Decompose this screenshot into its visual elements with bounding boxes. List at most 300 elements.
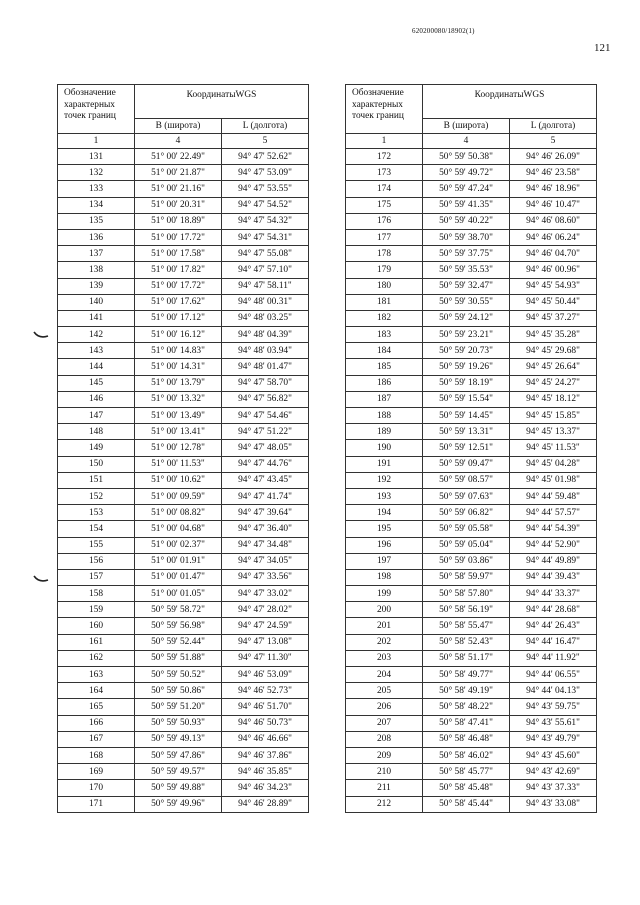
- table-row: [58, 181, 309, 197]
- table-row: [58, 440, 309, 456]
- table-row: [346, 149, 597, 165]
- table-row: [346, 181, 597, 197]
- table-row: [58, 634, 309, 650]
- point-id: 150: [58, 456, 135, 472]
- table-row: [346, 569, 597, 585]
- longitude-cell: 94° 47' 55.08": [222, 246, 309, 262]
- longitude-cell: 94° 44' 26.43": [510, 618, 597, 634]
- longitude-cell: 94° 46' 52.73": [222, 683, 309, 699]
- point-id: 141: [58, 310, 135, 326]
- table-row: [58, 278, 309, 294]
- latitude-cell: 50° 59' 12.51": [423, 440, 510, 456]
- latitude-cell: 51° 00' 13.49": [135, 408, 222, 424]
- latitude-cell: 50° 59' 18.19": [423, 375, 510, 391]
- point-id: 161: [58, 634, 135, 650]
- latitude-cell: 50° 59' 47.24": [423, 181, 510, 197]
- point-id: 131: [58, 149, 135, 165]
- latitude-cell: 50° 59' 49.13": [135, 731, 222, 747]
- point-id: 175: [346, 197, 423, 213]
- point-id: 170: [58, 780, 135, 796]
- longitude-cell: 94° 43' 49.79": [510, 731, 597, 747]
- latitude-cell: 50° 59' 03.86": [423, 553, 510, 569]
- point-id: 140: [58, 294, 135, 310]
- table-row: [58, 683, 309, 699]
- point-id: 173: [346, 165, 423, 181]
- point-id: 156: [58, 553, 135, 569]
- coordinates-table-left: [57, 84, 309, 813]
- table-row: [346, 213, 597, 229]
- point-id: 133: [58, 181, 135, 197]
- table-row: [346, 667, 597, 683]
- table-row: [346, 197, 597, 213]
- longitude-cell: 94° 44' 52.90": [510, 537, 597, 553]
- latitude-cell: 51° 00' 14.31": [135, 359, 222, 375]
- table-row: [346, 294, 597, 310]
- table-row: [346, 440, 597, 456]
- latitude-cell: 51° 00' 17.12": [135, 310, 222, 326]
- latitude-cell: 50° 58' 45.44": [423, 796, 510, 812]
- point-id: 200: [346, 602, 423, 618]
- table-row: [58, 586, 309, 602]
- longitude-cell: 94° 47' 58.70": [222, 375, 309, 391]
- point-id: 167: [58, 731, 135, 747]
- longitude-cell: 94° 44' 28.68": [510, 602, 597, 618]
- latitude-cell: 50° 58' 45.77": [423, 764, 510, 780]
- table-row: [58, 472, 309, 488]
- point-id: 159: [58, 602, 135, 618]
- longitude-cell: 94° 46' 35.85": [222, 764, 309, 780]
- point-id: 148: [58, 424, 135, 440]
- longitude-cell: 94° 45' 15.85": [510, 408, 597, 424]
- column-number: 4: [423, 134, 510, 149]
- longitude-cell: 94° 45' 35.28": [510, 327, 597, 343]
- longitude-cell: 94° 45' 04.28": [510, 456, 597, 472]
- point-id: 158: [58, 586, 135, 602]
- longitude-cell: 94° 43' 33.08": [510, 796, 597, 812]
- longitude-cell: 94° 45' 26.64": [510, 359, 597, 375]
- longitude-cell: 94° 44' 54.39": [510, 521, 597, 537]
- point-id: 198: [346, 569, 423, 585]
- table-row: [346, 246, 597, 262]
- latitude-cell: 50° 59' 13.31": [423, 424, 510, 440]
- point-id: 206: [346, 699, 423, 715]
- table-row: [58, 343, 309, 359]
- longitude-cell: 94° 48' 04.39": [222, 327, 309, 343]
- point-id: 164: [58, 683, 135, 699]
- longitude-cell: 94° 46' 08.60": [510, 213, 597, 229]
- point-id: 154: [58, 521, 135, 537]
- header-latitude: B (широта): [423, 119, 510, 134]
- point-id: 179: [346, 262, 423, 278]
- table-row: [346, 262, 597, 278]
- longitude-cell: 94° 47' 36.40": [222, 521, 309, 537]
- latitude-cell: 50° 58' 55.47": [423, 618, 510, 634]
- longitude-cell: 94° 46' 53.09": [222, 667, 309, 683]
- point-id: 163: [58, 667, 135, 683]
- latitude-cell: 50° 59' 56.98": [135, 618, 222, 634]
- latitude-cell: 51° 00' 21.16": [135, 181, 222, 197]
- point-id: 176: [346, 213, 423, 229]
- table-row: [58, 780, 309, 796]
- point-id: 188: [346, 408, 423, 424]
- table-row: [58, 747, 309, 763]
- latitude-cell: 50° 59' 05.58": [423, 521, 510, 537]
- table-row: [346, 699, 597, 715]
- point-id: 142: [58, 327, 135, 343]
- latitude-cell: 50° 58' 46.48": [423, 731, 510, 747]
- table-row: [346, 456, 597, 472]
- table-row: [346, 780, 597, 796]
- point-id: 136: [58, 229, 135, 245]
- latitude-cell: 50° 59' 05.04": [423, 537, 510, 553]
- latitude-cell: 51° 00' 01.47": [135, 569, 222, 585]
- table-row: [58, 391, 309, 407]
- latitude-cell: 50° 59' 09.47": [423, 456, 510, 472]
- latitude-cell: 50° 59' 40.22": [423, 213, 510, 229]
- longitude-cell: 94° 46' 10.47": [510, 197, 597, 213]
- column-number: 1: [58, 134, 135, 149]
- longitude-cell: 94° 46' 18.96": [510, 181, 597, 197]
- latitude-cell: 51° 00' 17.72": [135, 278, 222, 294]
- point-id: 172: [346, 149, 423, 165]
- table-row: [58, 796, 309, 812]
- latitude-cell: 50° 59' 07.63": [423, 488, 510, 504]
- coordinates-table-right: [345, 84, 597, 813]
- table-row: [58, 537, 309, 553]
- longitude-cell: 94° 45' 13.37": [510, 424, 597, 440]
- longitude-cell: 94° 47' 51.22": [222, 424, 309, 440]
- point-id: 195: [346, 521, 423, 537]
- table-row: [346, 408, 597, 424]
- longitude-cell: 94° 46' 28.89": [222, 796, 309, 812]
- latitude-cell: 50° 59' 30.55": [423, 294, 510, 310]
- longitude-cell: 94° 44' 33.37": [510, 586, 597, 602]
- longitude-cell: 94° 44' 39.43": [510, 569, 597, 585]
- table-row: [346, 375, 597, 391]
- longitude-cell: 94° 47' 48.05": [222, 440, 309, 456]
- table-row: [58, 424, 309, 440]
- latitude-cell: 50° 58' 49.19": [423, 683, 510, 699]
- latitude-cell: 51° 00' 01.91": [135, 553, 222, 569]
- table-row: [58, 408, 309, 424]
- point-id: 144: [58, 359, 135, 375]
- latitude-cell: 50° 59' 19.26": [423, 359, 510, 375]
- latitude-cell: 50° 59' 38.70": [423, 229, 510, 245]
- point-id: 191: [346, 456, 423, 472]
- latitude-cell: 50° 59' 52.44": [135, 634, 222, 650]
- latitude-cell: 50° 59' 47.86": [135, 747, 222, 763]
- point-id: 146: [58, 391, 135, 407]
- table-row: [346, 796, 597, 812]
- latitude-cell: 51° 00' 22.49": [135, 149, 222, 165]
- table-row: [58, 569, 309, 585]
- longitude-cell: 94° 44' 59.48": [510, 488, 597, 504]
- point-id: 155: [58, 537, 135, 553]
- latitude-cell: 50° 58' 51.17": [423, 650, 510, 666]
- longitude-cell: 94° 46' 37.86": [222, 747, 309, 763]
- latitude-cell: 50° 59' 08.57": [423, 472, 510, 488]
- table-row: [58, 488, 309, 504]
- latitude-cell: 51° 00' 10.62": [135, 472, 222, 488]
- latitude-cell: 51° 00' 12.78": [135, 440, 222, 456]
- table-row: [346, 764, 597, 780]
- point-id: 171: [58, 796, 135, 812]
- table-row: [58, 359, 309, 375]
- longitude-cell: 94° 45' 18.12": [510, 391, 597, 407]
- latitude-cell: 51° 00' 17.72": [135, 229, 222, 245]
- point-id: 211: [346, 780, 423, 796]
- header-point-designation: Обозначение характерных точек границ: [346, 85, 423, 134]
- table-row: [346, 747, 597, 763]
- longitude-cell: 94° 46' 00.96": [510, 262, 597, 278]
- longitude-cell: 94° 47' 11.30": [222, 650, 309, 666]
- table-row: [58, 731, 309, 747]
- longitude-cell: 94° 47' 52.62": [222, 149, 309, 165]
- column-number: 1: [346, 134, 423, 149]
- header-point-designation: Обозначение характерных точек границ: [58, 85, 135, 134]
- table-row: [58, 294, 309, 310]
- latitude-cell: 51° 00' 13.79": [135, 375, 222, 391]
- table-row: [58, 553, 309, 569]
- longitude-cell: 94° 47' 53.55": [222, 181, 309, 197]
- header-longitude: L (долгота): [222, 119, 309, 134]
- table-row: [58, 262, 309, 278]
- latitude-cell: 51° 00' 13.32": [135, 391, 222, 407]
- latitude-cell: 50° 59' 24.12": [423, 310, 510, 326]
- point-id: 201: [346, 618, 423, 634]
- table-row: [58, 618, 309, 634]
- latitude-cell: 51° 00' 04.68": [135, 521, 222, 537]
- table-row: [58, 456, 309, 472]
- point-id: 139: [58, 278, 135, 294]
- table-row: [346, 521, 597, 537]
- margin-mark-icon: [33, 574, 49, 586]
- longitude-cell: 94° 47' 43.45": [222, 472, 309, 488]
- table-row: [58, 213, 309, 229]
- point-id: 212: [346, 796, 423, 812]
- longitude-cell: 94° 47' 34.05": [222, 553, 309, 569]
- point-id: 196: [346, 537, 423, 553]
- longitude-cell: 94° 44' 04.13": [510, 683, 597, 699]
- longitude-cell: 94° 48' 03.25": [222, 310, 309, 326]
- point-id: 202: [346, 634, 423, 650]
- longitude-cell: 94° 47' 13.08": [222, 634, 309, 650]
- table-row: [346, 537, 597, 553]
- latitude-cell: 50° 58' 56.19": [423, 602, 510, 618]
- longitude-cell: 94° 47' 24.59": [222, 618, 309, 634]
- table-row: [58, 310, 309, 326]
- longitude-cell: 94° 47' 56.82": [222, 391, 309, 407]
- latitude-cell: 50° 59' 37.75": [423, 246, 510, 262]
- table-row: [58, 327, 309, 343]
- point-id: 135: [58, 213, 135, 229]
- table-row: [346, 602, 597, 618]
- point-id: 177: [346, 229, 423, 245]
- latitude-cell: 50° 58' 46.02": [423, 747, 510, 763]
- margin-mark-icon: [33, 330, 49, 342]
- longitude-cell: 94° 46' 23.58": [510, 165, 597, 181]
- longitude-cell: 94° 45' 54.93": [510, 278, 597, 294]
- latitude-cell: 50° 59' 50.38": [423, 149, 510, 165]
- longitude-cell: 94° 43' 42.69": [510, 764, 597, 780]
- latitude-cell: 50° 59' 15.54": [423, 391, 510, 407]
- latitude-cell: 50° 59' 50.93": [135, 715, 222, 731]
- latitude-cell: 51° 00' 14.83": [135, 343, 222, 359]
- longitude-cell: 94° 44' 06.55": [510, 667, 597, 683]
- longitude-cell: 94° 45' 11.53": [510, 440, 597, 456]
- table-row: [58, 375, 309, 391]
- point-id: 149: [58, 440, 135, 456]
- column-number: 5: [510, 134, 597, 149]
- header-coordinates: КоординатыWGS: [135, 85, 309, 119]
- table-row: [346, 359, 597, 375]
- point-id: 190: [346, 440, 423, 456]
- table-row: [346, 505, 597, 521]
- point-id: 204: [346, 667, 423, 683]
- longitude-cell: 94° 47' 33.02": [222, 586, 309, 602]
- point-id: 152: [58, 488, 135, 504]
- table-row: [346, 553, 597, 569]
- point-id: 210: [346, 764, 423, 780]
- point-id: 151: [58, 472, 135, 488]
- table-row: [346, 327, 597, 343]
- longitude-cell: 94° 45' 29.68": [510, 343, 597, 359]
- latitude-cell: 50° 58' 47.41": [423, 715, 510, 731]
- latitude-cell: 50° 58' 52.43": [423, 634, 510, 650]
- table-row: [58, 165, 309, 181]
- table-row: [58, 246, 309, 262]
- page-number: 121: [594, 42, 611, 54]
- latitude-cell: 51° 00' 21.87": [135, 165, 222, 181]
- point-id: 193: [346, 488, 423, 504]
- latitude-cell: 51° 00' 09.59": [135, 488, 222, 504]
- latitude-cell: 50° 58' 48.22": [423, 699, 510, 715]
- table-row: [346, 472, 597, 488]
- column-number: 4: [135, 134, 222, 149]
- latitude-cell: 51° 00' 18.89": [135, 213, 222, 229]
- header-latitude: B (широта): [135, 119, 222, 134]
- latitude-cell: 50° 59' 41.35": [423, 197, 510, 213]
- longitude-cell: 94° 46' 06.24": [510, 229, 597, 245]
- point-id: 181: [346, 294, 423, 310]
- latitude-cell: 50° 59' 51.20": [135, 699, 222, 715]
- longitude-cell: 94° 45' 24.27": [510, 375, 597, 391]
- longitude-cell: 94° 47' 54.46": [222, 408, 309, 424]
- table-row: [58, 764, 309, 780]
- latitude-cell: 50° 59' 49.88": [135, 780, 222, 796]
- latitude-cell: 50° 59' 50.86": [135, 683, 222, 699]
- table-row: [346, 715, 597, 731]
- longitude-cell: 94° 47' 54.32": [222, 213, 309, 229]
- latitude-cell: 50° 58' 49.77": [423, 667, 510, 683]
- latitude-cell: 50° 59' 58.72": [135, 602, 222, 618]
- longitude-cell: 94° 46' 51.70": [222, 699, 309, 715]
- latitude-cell: 51° 00' 13.41": [135, 424, 222, 440]
- longitude-cell: 94° 47' 53.09": [222, 165, 309, 181]
- latitude-cell: 50° 59' 49.57": [135, 764, 222, 780]
- table-row: [346, 683, 597, 699]
- latitude-cell: 51° 00' 08.82": [135, 505, 222, 521]
- point-id: 186: [346, 375, 423, 391]
- table-row: [58, 521, 309, 537]
- point-id: 209: [346, 747, 423, 763]
- table-row: [346, 310, 597, 326]
- latitude-cell: 51° 00' 11.53": [135, 456, 222, 472]
- point-id: 208: [346, 731, 423, 747]
- point-id: 185: [346, 359, 423, 375]
- table-row: [58, 505, 309, 521]
- longitude-cell: 94° 45' 50.44": [510, 294, 597, 310]
- longitude-cell: 94° 44' 49.89": [510, 553, 597, 569]
- latitude-cell: 50° 59' 50.52": [135, 667, 222, 683]
- longitude-cell: 94° 45' 37.27": [510, 310, 597, 326]
- longitude-cell: 94° 47' 33.56": [222, 569, 309, 585]
- longitude-cell: 94° 48' 03.94": [222, 343, 309, 359]
- longitude-cell: 94° 43' 45.60": [510, 747, 597, 763]
- latitude-cell: 50° 58' 59.97": [423, 569, 510, 585]
- latitude-cell: 50° 58' 57.80": [423, 586, 510, 602]
- point-id: 194: [346, 505, 423, 521]
- point-id: 182: [346, 310, 423, 326]
- longitude-cell: 94° 47' 44.76": [222, 456, 309, 472]
- point-id: 192: [346, 472, 423, 488]
- longitude-cell: 94° 43' 55.61": [510, 715, 597, 731]
- table-row: [58, 667, 309, 683]
- point-id: 205: [346, 683, 423, 699]
- point-id: 184: [346, 343, 423, 359]
- table-row: [346, 731, 597, 747]
- latitude-cell: 50° 59' 32.47": [423, 278, 510, 294]
- longitude-cell: 94° 48' 00.31": [222, 294, 309, 310]
- latitude-cell: 51° 00' 17.82": [135, 262, 222, 278]
- latitude-cell: 51° 00' 17.58": [135, 246, 222, 262]
- longitude-cell: 94° 47' 54.52": [222, 197, 309, 213]
- document-id: 620200080/18902(1): [412, 27, 475, 35]
- point-id: 168: [58, 747, 135, 763]
- table-row: [346, 650, 597, 666]
- longitude-cell: 94° 47' 57.10": [222, 262, 309, 278]
- table-row: [346, 424, 597, 440]
- longitude-cell: 94° 43' 59.75": [510, 699, 597, 715]
- latitude-cell: 50° 59' 20.73": [423, 343, 510, 359]
- latitude-cell: 51° 00' 20.31": [135, 197, 222, 213]
- latitude-cell: 50° 59' 51.88": [135, 650, 222, 666]
- table-row: [58, 699, 309, 715]
- table-row: [346, 586, 597, 602]
- point-id: 153: [58, 505, 135, 521]
- point-id: 165: [58, 699, 135, 715]
- longitude-cell: 94° 46' 26.09": [510, 149, 597, 165]
- table-row: [346, 618, 597, 634]
- table-row: [346, 488, 597, 504]
- header-coordinates: КоординатыWGS: [423, 85, 597, 119]
- point-id: 187: [346, 391, 423, 407]
- latitude-cell: 50° 59' 49.72": [423, 165, 510, 181]
- latitude-cell: 51° 00' 02.37": [135, 537, 222, 553]
- point-id: 199: [346, 586, 423, 602]
- header-longitude: L (долгота): [510, 119, 597, 134]
- table-row: [58, 715, 309, 731]
- table-row: [58, 650, 309, 666]
- point-id: 169: [58, 764, 135, 780]
- latitude-cell: 51° 00' 01.05": [135, 586, 222, 602]
- longitude-cell: 94° 47' 54.31": [222, 229, 309, 245]
- point-id: 132: [58, 165, 135, 181]
- column-number: 5: [222, 134, 309, 149]
- longitude-cell: 94° 46' 34.23": [222, 780, 309, 796]
- latitude-cell: 50° 59' 06.82": [423, 505, 510, 521]
- longitude-cell: 94° 47' 58.11": [222, 278, 309, 294]
